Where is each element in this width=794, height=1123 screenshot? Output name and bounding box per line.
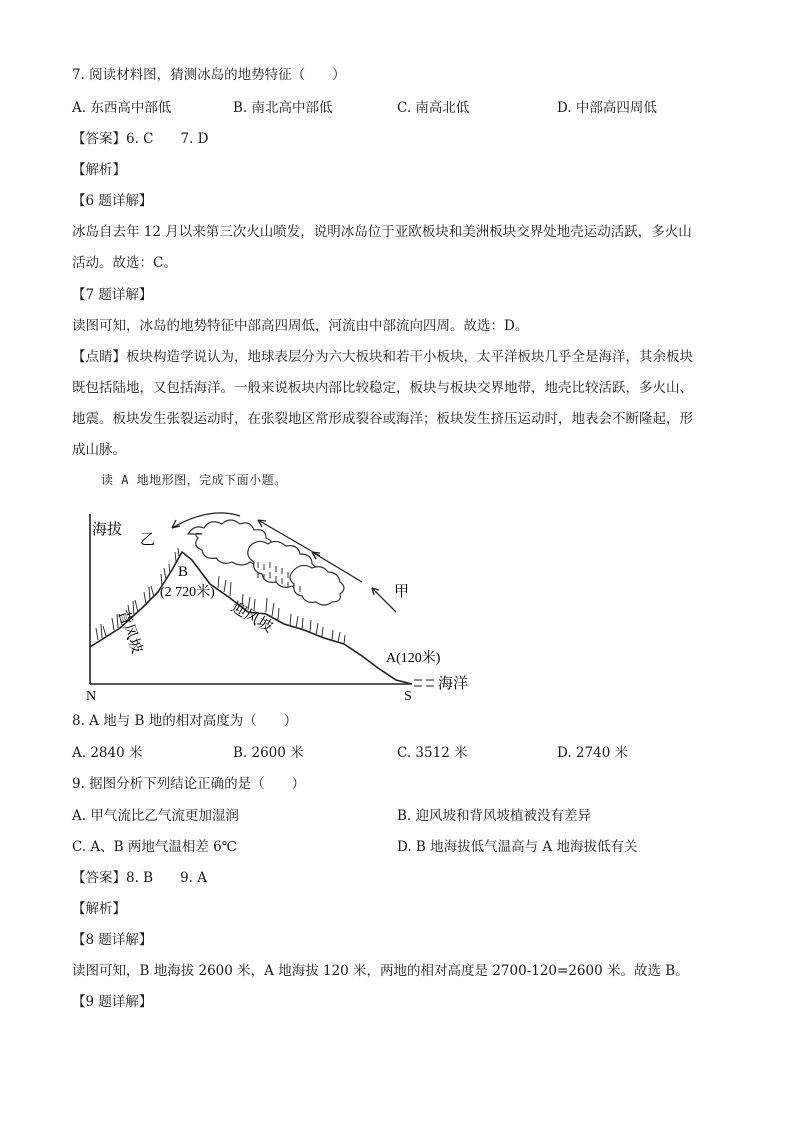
ocean-dashes: [414, 680, 434, 686]
terrain-profile-diagram: [80, 500, 500, 705]
answer-line-1: [72, 130, 209, 148]
q6-detail-heading: 【6 题详解】: [72, 193, 153, 209]
q8-detail-heading: 【8 题详解】: [72, 932, 153, 948]
altitude-label: 海拔: [92, 522, 123, 538]
q7-option-d: D. 中部高四周低: [557, 100, 657, 116]
label-ocean: 海洋: [438, 676, 469, 692]
q9-detail-heading: 【9 题详解】: [72, 994, 153, 1010]
q9-option-b: B. 迎风坡和背风坡植被没有差异: [397, 808, 592, 824]
answer-label-2: 【答案】: [72, 870, 126, 886]
tip-line-3: 地震。板块发生张裂运动时，在张裂地区常形成裂谷或海洋；板块发生挤压运动时，地表会不断隆起，形: [72, 411, 693, 427]
q7-option-a: A. 东西高中部低: [72, 100, 172, 116]
q7-detail-line-1: 读图可知，冰岛的地势特征中部高四周低，河流由中部流向四周。故选：D。: [72, 318, 529, 334]
label-point-a: A(120米): [386, 651, 441, 666]
q8-option-d: D. 2740 米: [557, 745, 629, 761]
q9-stem: 9. 据图分析下列结论正确的是（ ）: [72, 776, 306, 792]
label-peak-b: B: [178, 564, 189, 580]
q9-option-a: A. 甲气流比乙气流更加湿润: [72, 808, 239, 824]
answer-text: 6. C 7. D: [126, 131, 209, 147]
tip-line-2: 既包括陆地，又包括海洋。一般来说板块内部比较稳定，板块与板块交界地带，地壳比较活跃，多火山、: [72, 380, 693, 396]
answer-label: 【答案】: [72, 131, 126, 147]
q8-stem: 8. A 地与 B 地的相对高度为（ ）: [72, 713, 298, 729]
answer-line-2: [72, 869, 207, 887]
tip-line-4: 成山脉。: [72, 442, 126, 458]
label-yi: 乙: [140, 532, 156, 548]
q8-option-b: B. 2600 米: [233, 745, 304, 761]
label-south: S: [404, 689, 412, 704]
analysis-heading-1: 【解析】: [72, 162, 126, 178]
label-windward: 迎风坡: [228, 599, 275, 636]
label-leeward: 背风坡: [114, 607, 145, 656]
analysis-heading-2: 【解析】: [72, 901, 126, 917]
q7-option-b: B. 南北高中部低: [233, 100, 333, 116]
q7-detail-heading: 【7 题详解】: [72, 287, 153, 303]
tip-heading: 【点睛】: [72, 349, 126, 365]
tip-text-1: 板块构造学说认为，地球表层分为六大板块和若干小板块，太平洋板块几乎全是海洋，其余板块: [126, 349, 693, 365]
q8-detail-line-1: 读图可知，B 地海拔 2600 米，A 地海拔 120 米，两地的相对高度是 2700-120=2600 米。故选 B。: [72, 963, 689, 979]
answer-text-2: 8. B 9. A: [126, 870, 208, 886]
terrain-figure: [80, 500, 500, 705]
cloud-3: [290, 565, 344, 605]
q7-stem: 7. 阅读材料图，猜测冰岛的地势特征（ ）: [72, 67, 346, 83]
label-peak-height: (2 720米): [160, 585, 215, 600]
tip-line-1: [72, 348, 720, 366]
label-north: N: [86, 689, 97, 704]
q7-option-c: C. 南高北低: [397, 100, 470, 116]
label-jia: 甲: [394, 584, 410, 600]
figure-caption: 读 A 地地形图，完成下面小题。: [101, 473, 287, 487]
q8-option-a: A. 2840 米: [72, 745, 143, 761]
q6-detail-line-2: 活动。故选：C。: [72, 255, 177, 271]
arrow-jia-flow: [372, 588, 396, 612]
q8-option-c: C. 3512 米: [397, 745, 468, 761]
q9-option-c: C. A、B 两地气温相差 6℃: [72, 839, 237, 855]
q9-option-d: D. B 地海拔低气温高与 A 地海拔低有关: [397, 839, 638, 855]
q6-detail-line-1: 冰岛自去年 12 月以来第三次火山喷发，说明冰岛位于亚欧板块和美洲板块交界处地壳运动活跃，多火山: [72, 224, 692, 240]
